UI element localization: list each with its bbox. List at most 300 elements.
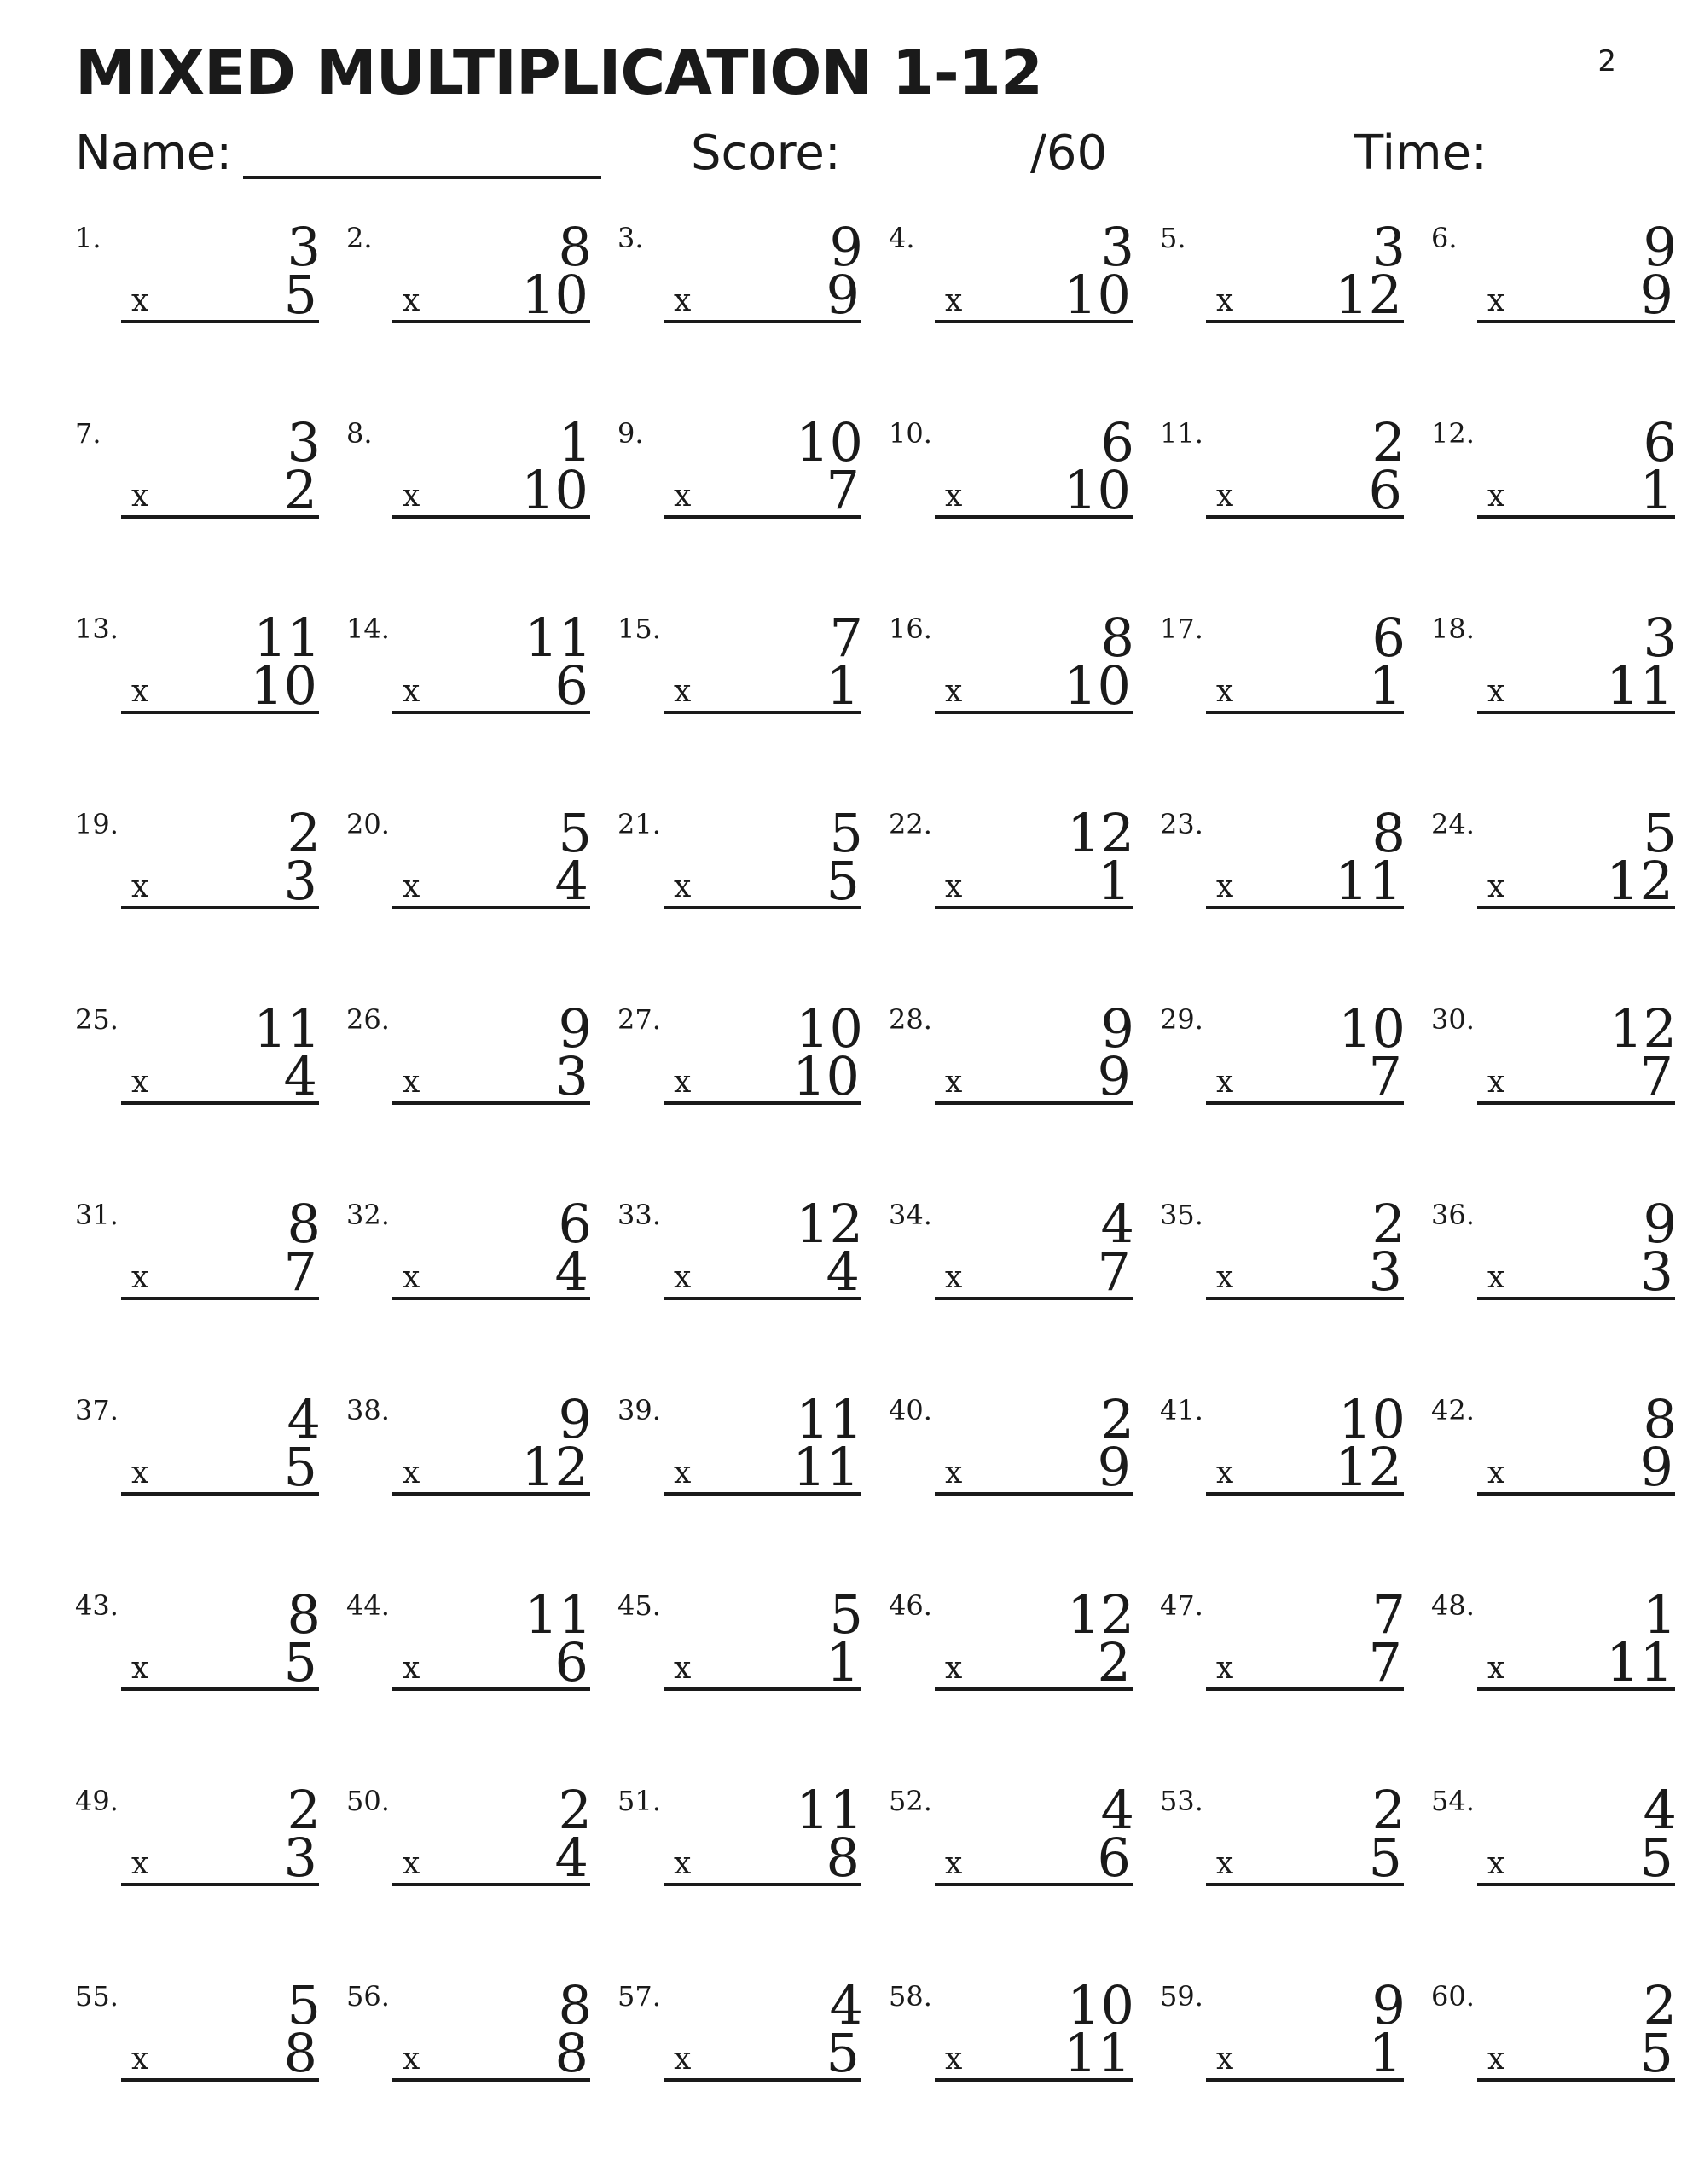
multiplicand: 8 (1100, 607, 1134, 669)
time-label: Time: (1354, 125, 1487, 181)
multiplicand: 6 (1643, 411, 1677, 473)
multiplier-row (1206, 2020, 1404, 2082)
multiplier: 4 (554, 1240, 588, 1303)
multiplicand: 12 (796, 1193, 863, 1255)
multiplicand: 10 (1338, 1388, 1406, 1450)
multiplicand: 9 (829, 216, 863, 278)
multiplicand: 6 (558, 1193, 592, 1255)
multiplier: 12 (1335, 1436, 1402, 1498)
problem-number: 30. (1431, 1003, 1475, 1036)
multiplier: 1 (1368, 2022, 1402, 2084)
multiplier-row (392, 1043, 590, 1105)
multiplier-row (121, 1434, 319, 1496)
multiplicand: 1 (1643, 1583, 1677, 1646)
multiplier: 9 (1097, 1045, 1131, 1107)
problem-26 (339, 999, 595, 1153)
multiplicand: 3 (1643, 607, 1677, 669)
problem-number: 24. (1431, 808, 1475, 840)
problem-7 (68, 413, 324, 566)
problem-30 (1424, 999, 1680, 1153)
problem-28 (882, 999, 1138, 1153)
multiplier: 6 (1368, 459, 1402, 521)
problem-12 (1424, 413, 1680, 566)
problem-34 (882, 1194, 1138, 1348)
times-sign: x (1487, 479, 1505, 514)
multiplier: 9 (1639, 264, 1673, 326)
problem-9 (611, 413, 867, 566)
times-sign: x (403, 479, 420, 514)
problem-number: 31. (75, 1199, 119, 1231)
multiplicand: 5 (829, 1583, 863, 1646)
problem-11 (1153, 413, 1409, 566)
multiplier-row (392, 457, 590, 519)
times-sign: x (1216, 1065, 1234, 1100)
multiplier-row (1206, 1239, 1404, 1303)
problem-20 (339, 804, 595, 957)
multiplier-row (1206, 262, 1404, 326)
times-sign: x (1216, 1455, 1234, 1490)
multiplicand: 9 (1371, 1974, 1406, 2036)
multiplier: 5 (826, 850, 860, 912)
multiplier: 3 (1368, 1240, 1402, 1303)
problem-22 (882, 804, 1138, 957)
problem-17 (1153, 608, 1409, 762)
multiplier: 12 (1606, 850, 1673, 912)
multiplier: 2 (283, 459, 317, 521)
problem-13 (68, 608, 324, 762)
problem-number: 8. (346, 417, 373, 450)
times-sign: x (403, 1065, 420, 1100)
problem-31 (68, 1194, 324, 1348)
multiplier: 10 (1064, 654, 1131, 717)
times-sign: x (945, 283, 963, 318)
problem-number: 22. (889, 808, 932, 840)
multiplier: 7 (1368, 1631, 1402, 1693)
problem-number: 57. (617, 1980, 661, 2013)
problem-number: 26. (346, 1003, 390, 1036)
problem-number: 39. (617, 1394, 661, 1426)
problem-6 (1424, 218, 1680, 371)
multiplier: 3 (283, 1827, 317, 1889)
multiplier-row (1477, 1434, 1675, 1496)
times-sign: x (1487, 869, 1505, 904)
problem-56 (339, 1976, 595, 2129)
problem-number: 53. (1160, 1785, 1203, 1817)
times-sign: x (1487, 283, 1505, 318)
multiplier: 4 (826, 1240, 860, 1303)
times-sign: x (403, 1455, 420, 1490)
problem-number: 33. (617, 1199, 661, 1231)
multiplicand: 2 (1100, 1388, 1134, 1450)
multiplier: 4 (283, 1045, 317, 1107)
multiplier: 9 (1097, 1436, 1131, 1498)
times-sign: x (1487, 1651, 1505, 1686)
multiplier-row (664, 848, 861, 912)
multiplier-row (392, 1434, 590, 1496)
times-sign: x (674, 1455, 692, 1490)
multiplicand: 10 (1067, 1974, 1134, 2036)
problem-23 (1153, 804, 1409, 957)
multiplier: 5 (283, 1631, 317, 1693)
multiplier: 11 (1606, 654, 1673, 717)
times-sign: x (1487, 674, 1505, 709)
problem-number: 52. (889, 1785, 932, 1817)
multiplier-row (664, 1434, 861, 1496)
problem-number: 6. (1431, 222, 1458, 254)
multiplier-row (392, 2020, 590, 2082)
multiplier: 1 (826, 1631, 860, 1693)
multiplicand: 11 (253, 997, 321, 1060)
problem-grid (68, 216, 1677, 2163)
multiplicand: 8 (287, 1583, 321, 1646)
problem-59 (1153, 1976, 1409, 2129)
multiplier: 3 (283, 850, 317, 912)
problem-number: 45. (617, 1589, 661, 1622)
problem-10 (882, 413, 1138, 566)
multiplier: 10 (250, 654, 317, 717)
problem-52 (882, 1780, 1138, 1934)
multiplier: 7 (1639, 1045, 1673, 1107)
multiplier-row (664, 1239, 861, 1303)
problem-number: 25. (75, 1003, 119, 1036)
multiplicand: 7 (1371, 1583, 1406, 1646)
problem-49 (68, 1780, 324, 1934)
multiplicand: 12 (1609, 997, 1677, 1060)
multiplier-row (935, 1825, 1133, 1889)
times-sign: x (403, 1260, 420, 1295)
multiplier-row (1477, 1043, 1675, 1105)
multiplicand: 10 (1338, 997, 1406, 1060)
multiplier-row (1477, 2020, 1675, 2082)
problem-number: 9. (617, 417, 644, 450)
multiplier-row (121, 262, 319, 326)
problem-number: 12. (1431, 417, 1475, 450)
multiplier: 10 (792, 1045, 860, 1107)
multiplier-row (1477, 848, 1675, 912)
problem-number: 11. (1160, 417, 1203, 450)
problem-18 (1424, 608, 1680, 762)
multiplier-row (1477, 1629, 1675, 1691)
multiplier-row (935, 1434, 1133, 1496)
problem-number: 47. (1160, 1589, 1203, 1622)
multiplicand: 6 (1100, 411, 1134, 473)
score-label: Score: (691, 125, 841, 181)
multiplier-row (1477, 1825, 1675, 1889)
multiplier: 4 (554, 1827, 588, 1889)
multiplicand: 8 (1371, 802, 1406, 864)
multiplier-row (1206, 848, 1404, 912)
multiplicand: 8 (287, 1193, 321, 1255)
name-blank-line[interactable] (243, 176, 601, 179)
multiplier-row (664, 1043, 861, 1105)
problem-33 (611, 1194, 867, 1348)
multiplier: 5 (1639, 1827, 1673, 1889)
problem-number: 27. (617, 1003, 661, 1036)
problem-number: 16. (889, 613, 932, 645)
multiplier-row (1477, 1239, 1675, 1303)
multiplier-row (664, 1629, 861, 1691)
problem-15 (611, 608, 867, 762)
problem-21 (611, 804, 867, 957)
multiplier-row (121, 1043, 319, 1105)
times-sign: x (945, 869, 963, 904)
multiplier-row (1206, 653, 1404, 717)
times-sign: x (1216, 479, 1234, 514)
times-sign: x (131, 1455, 149, 1490)
multiplier-row (121, 457, 319, 519)
multiplicand: 10 (796, 997, 863, 1060)
multiplier: 8 (283, 2022, 317, 2084)
problem-14 (339, 608, 595, 762)
times-sign: x (131, 1260, 149, 1295)
problem-number: 20. (346, 808, 390, 840)
multiplier: 11 (792, 1436, 860, 1498)
multiplier-row (1206, 1629, 1404, 1691)
times-sign: x (403, 674, 420, 709)
multiplier-row (121, 2020, 319, 2082)
times-sign: x (674, 1846, 692, 1881)
times-sign: x (131, 2042, 149, 2077)
problem-number: 28. (889, 1003, 932, 1036)
multiplier-row (935, 262, 1133, 326)
multiplier: 3 (1639, 1240, 1673, 1303)
multiplier-row (1206, 1825, 1404, 1889)
multiplier: 1 (826, 654, 860, 717)
problem-number: 49. (75, 1785, 119, 1817)
multiplier: 7 (283, 1240, 317, 1303)
problem-number: 54. (1431, 1785, 1475, 1817)
problem-number: 4. (889, 222, 915, 254)
multiplier: 2 (1097, 1631, 1131, 1693)
problem-1 (68, 218, 324, 371)
multiplier: 5 (283, 264, 317, 326)
problem-number: 40. (889, 1394, 932, 1426)
problem-number: 1. (75, 222, 101, 254)
multiplicand: 4 (287, 1388, 321, 1450)
problem-19 (68, 804, 324, 957)
problem-number: 21. (617, 808, 661, 840)
name-label: Name: (75, 125, 233, 181)
multiplier: 6 (554, 654, 588, 717)
problem-number: 15. (617, 613, 661, 645)
problem-48 (1424, 1585, 1680, 1739)
score-total: /60 (1030, 125, 1108, 181)
times-sign: x (674, 869, 692, 904)
multiplier-row (935, 848, 1133, 912)
times-sign: x (945, 1846, 963, 1881)
problem-number: 3. (617, 222, 644, 254)
problem-number: 48. (1431, 1589, 1475, 1622)
problem-number: 5. (1160, 222, 1186, 254)
multiplicand: 7 (829, 607, 863, 669)
multiplier-row (935, 1043, 1133, 1105)
multiplier: 7 (1097, 1240, 1131, 1303)
multiplicand: 5 (558, 802, 592, 864)
multiplier: 7 (1368, 1045, 1402, 1107)
times-sign: x (131, 1651, 149, 1686)
multiplicand: 8 (558, 216, 592, 278)
times-sign: x (131, 1846, 149, 1881)
problem-39 (611, 1390, 867, 1543)
multiplier: 1 (1639, 459, 1673, 521)
multiplicand: 5 (1643, 802, 1677, 864)
times-sign: x (674, 674, 692, 709)
multiplier: 3 (554, 1045, 588, 1107)
multiplicand: 11 (525, 607, 592, 669)
multiplier: 10 (1064, 459, 1131, 521)
multiplier: 1 (1097, 850, 1131, 912)
problem-29 (1153, 999, 1409, 1153)
problem-4 (882, 218, 1138, 371)
multiplicand: 2 (287, 802, 321, 864)
multiplicand: 4 (829, 1974, 863, 2036)
problem-46 (882, 1585, 1138, 1739)
times-sign: x (1216, 1260, 1234, 1295)
times-sign: x (1216, 869, 1234, 904)
problem-2 (339, 218, 595, 371)
multiplicand: 11 (796, 1388, 863, 1450)
multiplier-row (935, 653, 1133, 717)
times-sign: x (945, 674, 963, 709)
problem-number: 17. (1160, 613, 1203, 645)
problem-40 (882, 1390, 1138, 1543)
times-sign: x (945, 479, 963, 514)
multiplicand: 12 (1067, 802, 1134, 864)
problem-number: 56. (346, 1980, 390, 2013)
problem-number: 19. (75, 808, 119, 840)
multiplicand: 3 (1371, 216, 1406, 278)
multiplier-row (935, 2020, 1133, 2082)
problem-number: 23. (1160, 808, 1203, 840)
multiplicand: 8 (1643, 1388, 1677, 1450)
problem-42 (1424, 1390, 1680, 1543)
multiplier: 10 (1064, 264, 1131, 326)
multiplicand: 11 (525, 1583, 592, 1646)
times-sign: x (674, 1260, 692, 1295)
problem-number: 58. (889, 1980, 932, 2013)
times-sign: x (403, 1651, 420, 1686)
multiplicand: 2 (1371, 1193, 1406, 1255)
times-sign: x (131, 1065, 149, 1100)
times-sign: x (674, 283, 692, 318)
problem-53 (1153, 1780, 1409, 1934)
problem-45 (611, 1585, 867, 1739)
multiplicand: 4 (1100, 1193, 1134, 1255)
multiplier-row (935, 457, 1133, 519)
multiplicand: 9 (1643, 216, 1677, 278)
multiplicand: 5 (287, 1974, 321, 2036)
multiplier-row (935, 1239, 1133, 1303)
times-sign: x (131, 674, 149, 709)
multiplier-row (1477, 262, 1675, 326)
multiplicand: 3 (287, 411, 321, 473)
multiplier-row (392, 1239, 590, 1303)
problem-24 (1424, 804, 1680, 957)
times-sign: x (1216, 283, 1234, 318)
multiplier-row (121, 848, 319, 912)
problem-57 (611, 1976, 867, 2129)
multiplier-row (392, 1629, 590, 1691)
multiplier-row (121, 653, 319, 717)
multiplier: 12 (1335, 264, 1402, 326)
times-sign: x (674, 2042, 692, 2077)
times-sign: x (403, 869, 420, 904)
problem-37 (68, 1390, 324, 1543)
problem-8 (339, 413, 595, 566)
multiplicand: 9 (1643, 1193, 1677, 1255)
multiplicand: 11 (796, 1779, 863, 1841)
times-sign: x (403, 283, 420, 318)
problem-41 (1153, 1390, 1409, 1543)
multiplier: 10 (521, 459, 588, 521)
multiplier: 11 (1064, 2022, 1131, 2084)
problem-3 (611, 218, 867, 371)
multiplier-row (1477, 653, 1675, 717)
multiplicand: 4 (1100, 1779, 1134, 1841)
problem-60 (1424, 1976, 1680, 2129)
multiplicand: 3 (1100, 216, 1134, 278)
problem-35 (1153, 1194, 1409, 1348)
problem-number: 18. (1431, 613, 1475, 645)
multiplier: 11 (1335, 850, 1402, 912)
times-sign: x (1216, 2042, 1234, 2077)
problem-number: 14. (346, 613, 390, 645)
multiplier: 12 (521, 1436, 588, 1498)
multiplier-row (121, 1239, 319, 1303)
multiplier-row (935, 1629, 1133, 1691)
multiplier: 6 (1097, 1827, 1131, 1889)
multiplicand: 2 (287, 1779, 321, 1841)
times-sign: x (1487, 1065, 1505, 1100)
multiplier: 5 (283, 1436, 317, 1498)
page-number: 2 (1597, 44, 1616, 78)
multiplier: 6 (554, 1631, 588, 1693)
problem-number: 2. (346, 222, 373, 254)
multiplicand: 3 (287, 216, 321, 278)
multiplier: 5 (826, 2022, 860, 2084)
multiplicand: 11 (253, 607, 321, 669)
multiplier-row (392, 262, 590, 326)
times-sign: x (945, 1651, 963, 1686)
times-sign: x (131, 869, 149, 904)
multiplicand: 12 (1067, 1583, 1134, 1646)
multiplicand: 2 (558, 1779, 592, 1841)
multiplier-row (392, 848, 590, 912)
multiplicand: 5 (829, 802, 863, 864)
problem-number: 7. (75, 417, 101, 450)
multiplier-row (121, 1629, 319, 1691)
problem-43 (68, 1585, 324, 1739)
worksheet-title: MIXED MULTIPLICATION 1-12 (75, 37, 1042, 108)
multiplier-row (664, 262, 861, 326)
multiplier: 11 (1606, 1631, 1673, 1693)
problem-5 (1153, 218, 1409, 371)
multiplicand: 2 (1643, 1974, 1677, 2036)
multiplicand: 1 (558, 411, 592, 473)
problem-number: 55. (75, 1980, 119, 2013)
times-sign: x (403, 2042, 420, 2077)
problem-number: 42. (1431, 1394, 1475, 1426)
multiplier: 8 (826, 1827, 860, 1889)
multiplier-row (1477, 457, 1675, 519)
multiplier-row (664, 457, 861, 519)
problem-number: 44. (346, 1589, 390, 1622)
multiplier: 5 (1368, 1827, 1402, 1889)
problem-number: 41. (1160, 1394, 1203, 1426)
times-sign: x (403, 1846, 420, 1881)
problem-58 (882, 1976, 1138, 2129)
problem-number: 59. (1160, 1980, 1203, 2013)
